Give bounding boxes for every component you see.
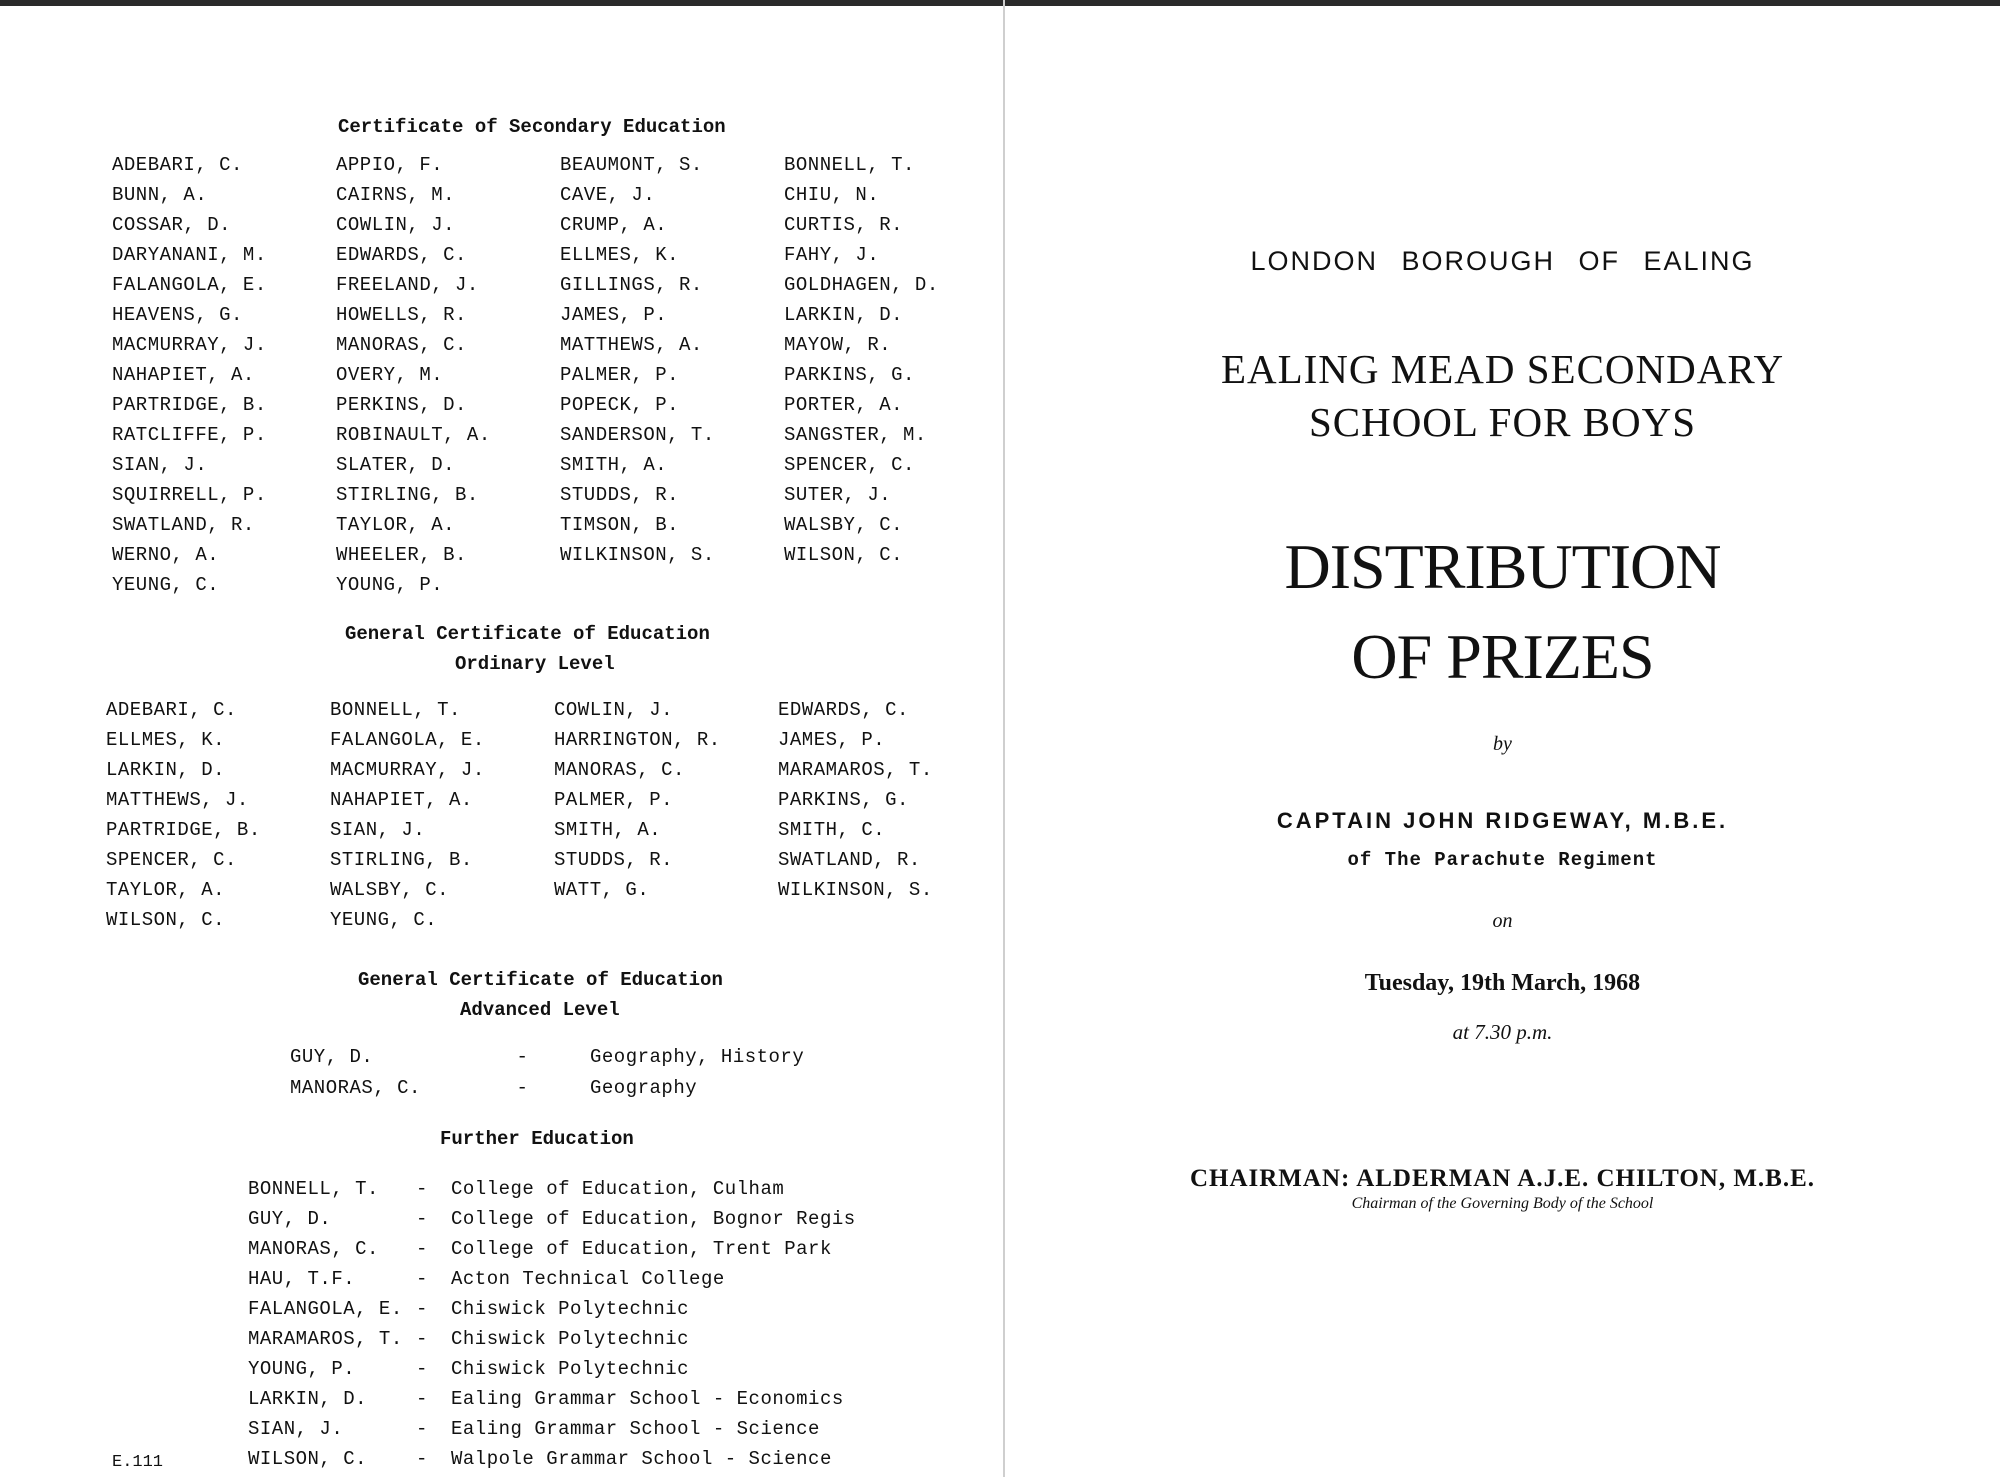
- event-date: Tuesday, 19th March, 1968: [1364, 970, 1641, 996]
- student-name: PORTER, A.: [784, 394, 904, 416]
- student-name: MACMURRAY, J.: [330, 759, 485, 781]
- further-education-student: LARKIN, D.: [248, 1388, 368, 1410]
- student-name: BEAUMONT, S.: [560, 154, 703, 176]
- student-name: YOUNG, P.: [336, 574, 444, 596]
- student-name: WILKINSON, S.: [560, 544, 715, 566]
- on-text: on: [1492, 910, 1513, 932]
- student-name: SMITH, C.: [778, 819, 886, 841]
- student-name: SANDERSON, T.: [560, 424, 715, 446]
- student-name: GILLINGS, R.: [560, 274, 703, 296]
- further-education-row: [248, 1298, 689, 1320]
- student-name: WILKINSON, S.: [778, 879, 933, 901]
- student-name: SUTER, J.: [784, 484, 892, 506]
- cse-heading: Certificate of Secondary Education: [338, 116, 726, 138]
- further-education-destination: College of Education, Culham: [451, 1178, 785, 1200]
- student-name: SMITH, A.: [560, 454, 668, 476]
- student-name: PARTRIDGE, B.: [112, 394, 267, 416]
- student-name: SWATLAND, R.: [778, 849, 921, 871]
- title-line1: DISTRIBUTION: [1284, 531, 1721, 602]
- student-name: WILSON, C.: [106, 909, 226, 931]
- further-education-dash: -: [416, 1298, 428, 1320]
- further-education-dash: -: [416, 1388, 428, 1410]
- further-education-destination: Acton Technical College: [451, 1268, 725, 1290]
- student-name: PARKINS, G.: [778, 789, 909, 811]
- student-name: TIMSON, B.: [560, 514, 680, 536]
- further-education-dash: -: [416, 1418, 428, 1440]
- student-name: WATT, G.: [554, 879, 650, 901]
- student-name: SPENCER, C.: [106, 849, 237, 871]
- presenter-name: CAPTAIN JOHN RIDGEWAY, M.B.E.: [1276, 808, 1729, 833]
- gce-a-level: Advanced Level: [460, 999, 620, 1021]
- further-education-row: [248, 1238, 832, 1260]
- student-name: PARKINS, G.: [784, 364, 915, 386]
- student-name: FAHY, J.: [784, 244, 880, 266]
- further-education-destination: Walpole Grammar School - Science: [451, 1448, 832, 1470]
- gce-o-heading: General Certificate of Education: [345, 623, 710, 645]
- student-name: SWATLAND, R.: [112, 514, 255, 536]
- student-name: JAMES, P.: [778, 729, 886, 751]
- a-level-subjects: Geography, History: [590, 1046, 805, 1068]
- student-name: SANGSTER, M.: [784, 424, 927, 446]
- a-level-row: [290, 1077, 697, 1099]
- student-name: CURTIS, R.: [784, 214, 904, 236]
- further-education-destination: Ealing Grammar School - Economics: [451, 1388, 844, 1410]
- student-name: ROBINAULT, A.: [336, 424, 491, 446]
- student-name: STIRLING, B.: [330, 849, 473, 871]
- student-name: HOWELLS, R.: [336, 304, 467, 326]
- student-name: MANORAS, C.: [336, 334, 467, 356]
- student-name: FALANGOLA, E.: [112, 274, 267, 296]
- student-name: BONNELL, T.: [784, 154, 915, 176]
- student-name: SMITH, A.: [554, 819, 662, 841]
- further-education-destination: College of Education, Trent Park: [451, 1238, 832, 1260]
- student-name: COWLIN, J.: [336, 214, 456, 236]
- student-name: TAYLOR, A.: [106, 879, 226, 901]
- further-education-student: HAU, T.F.: [248, 1268, 356, 1290]
- borough-name: LONDON BOROUGH OF EALING: [1250, 246, 1755, 276]
- further-education-dash: -: [416, 1238, 428, 1260]
- a-level-student: MANORAS, C.: [290, 1077, 421, 1099]
- further-education-dash: -: [416, 1358, 428, 1380]
- student-name: WERNO, A.: [112, 544, 220, 566]
- student-name: WALSBY, C.: [330, 879, 450, 901]
- student-name: STIRLING, B.: [336, 484, 479, 506]
- student-name: CAVE, J.: [560, 184, 656, 206]
- further-education-dash: -: [416, 1178, 428, 1200]
- student-name: BONNELL, T.: [330, 699, 461, 721]
- further-education-row: [248, 1208, 856, 1230]
- cse-name-grid: [112, 150, 1008, 600]
- student-name: LARKIN, D.: [784, 304, 904, 326]
- student-name: WALSBY, C.: [784, 514, 904, 536]
- further-education-student: GUY, D.: [248, 1208, 332, 1230]
- further-education-destination: College of Education, Bognor Regis: [451, 1208, 856, 1230]
- a-level-student: GUY, D.: [290, 1046, 374, 1068]
- student-name: MACMURRAY, J.: [112, 334, 267, 356]
- further-education-student: MANORAS, C.: [248, 1238, 379, 1260]
- a-level-dash: -: [516, 1077, 529, 1099]
- further-education-row: [248, 1448, 832, 1470]
- student-name: FALANGOLA, E.: [330, 729, 485, 751]
- student-name: TAYLOR, A.: [336, 514, 456, 536]
- student-name: WHEELER, B.: [336, 544, 467, 566]
- student-name: SLATER, D.: [336, 454, 456, 476]
- student-name: GOLDHAGEN, D.: [784, 274, 939, 296]
- further-education-dash: -: [416, 1448, 428, 1470]
- further-education-dash: -: [416, 1208, 428, 1230]
- student-name: SPENCER, C.: [784, 454, 915, 476]
- student-name: SIAN, J.: [112, 454, 208, 476]
- student-name: EDWARDS, C.: [778, 699, 909, 721]
- further-education-destination: Chiswick Polytechnic: [451, 1358, 690, 1380]
- student-name: PALMER, P.: [554, 789, 674, 811]
- further-education-row: [248, 1268, 725, 1290]
- student-name: APPIO, F.: [336, 154, 444, 176]
- further-education-student: WILSON, C.: [248, 1448, 368, 1470]
- student-name: CHIU, N.: [784, 184, 880, 206]
- student-name: WILSON, C.: [784, 544, 904, 566]
- event-time: at 7.30 p.m.: [1452, 1020, 1553, 1044]
- student-name: NAHAPIET, A.: [112, 364, 255, 386]
- further-education-row: [248, 1388, 844, 1410]
- further-education-dash: -: [416, 1328, 428, 1350]
- further-education-destination: Chiswick Polytechnic: [451, 1298, 690, 1320]
- student-name: MANORAS, C.: [554, 759, 685, 781]
- student-name: LARKIN, D.: [106, 759, 226, 781]
- student-name: STUDDS, R.: [554, 849, 674, 871]
- student-name: POPECK, P.: [560, 394, 680, 416]
- further-education-student: FALANGOLA, E.: [248, 1298, 403, 1320]
- further-education-row: [248, 1328, 689, 1350]
- student-name: CRUMP, A.: [560, 214, 668, 236]
- student-name: NAHAPIET, A.: [330, 789, 473, 811]
- document-code: E.111: [112, 1453, 164, 1472]
- further-education-student: MARAMAROS, T.: [248, 1328, 403, 1350]
- student-name: STUDDS, R.: [560, 484, 680, 506]
- further-education-row: [248, 1358, 689, 1380]
- student-name: ADEBARI, C.: [112, 154, 243, 176]
- student-name: ELLMES, K.: [106, 729, 226, 751]
- presenter-regiment: of The Parachute Regiment: [1347, 849, 1658, 871]
- further-education-row: [248, 1418, 820, 1440]
- student-name: YEUNG, C.: [112, 574, 220, 596]
- student-name: COSSAR, D.: [112, 214, 232, 236]
- student-name: PERKINS, D.: [336, 394, 467, 416]
- student-name: ELLMES, K.: [560, 244, 680, 266]
- further-education-destination: Ealing Grammar School - Science: [451, 1418, 820, 1440]
- chairman-role: Chairman of the Governing Body of the School: [1351, 1195, 1654, 1212]
- a-level-subjects: Geography: [590, 1077, 698, 1099]
- student-name: PARTRIDGE, B.: [106, 819, 261, 841]
- student-name: CAIRNS, M.: [336, 184, 456, 206]
- gce-o-name-grid: [106, 695, 1002, 935]
- student-name: MATTHEWS, A.: [560, 334, 703, 356]
- student-name: DARYANANI, M.: [112, 244, 267, 266]
- student-name: PALMER, P.: [560, 364, 680, 386]
- student-name: JAMES, P.: [560, 304, 668, 326]
- a-level-row: [290, 1046, 804, 1068]
- student-name: MAYOW, R.: [784, 334, 892, 356]
- further-education-destination: Chiswick Polytechnic: [451, 1328, 690, 1350]
- student-name: HARRINGTON, R.: [554, 729, 721, 751]
- student-name: RATCLIFFE, P.: [112, 424, 267, 446]
- student-name: HEAVENS, G.: [112, 304, 243, 326]
- further-education-student: SIAN, J.: [248, 1418, 344, 1440]
- title-line2: OF PRIZES: [1351, 621, 1654, 692]
- student-name: MATTHEWS, J.: [106, 789, 249, 811]
- school-name-line2: SCHOOL FOR BOYS: [1308, 399, 1697, 445]
- gce-o-level: Ordinary Level: [455, 653, 615, 675]
- further-education-dash: -: [416, 1268, 428, 1290]
- student-name: SQUIRRELL, P.: [112, 484, 267, 506]
- further-education-row: [248, 1178, 784, 1200]
- student-name: ADEBARI, C.: [106, 699, 237, 721]
- a-level-dash: -: [516, 1046, 529, 1068]
- right-page: [1005, 0, 2000, 1477]
- further-education-student: YOUNG, P.: [248, 1358, 356, 1380]
- further-education-heading: Further Education: [440, 1128, 634, 1150]
- school-name-line1: EALING MEAD SECONDARY: [1220, 346, 1785, 392]
- further-education-student: BONNELL, T.: [248, 1178, 379, 1200]
- student-name: COWLIN, J.: [554, 699, 674, 721]
- student-name: BUNN, A.: [112, 184, 208, 206]
- student-name: EDWARDS, C.: [336, 244, 467, 266]
- student-name: OVERY, M.: [336, 364, 444, 386]
- student-name: YEUNG, C.: [330, 909, 438, 931]
- gce-a-heading: General Certificate of Education: [358, 969, 723, 991]
- student-name: MARAMAROS, T.: [778, 759, 933, 781]
- chairman-name: CHAIRMAN: ALDERMAN A.J.E. CHILTON, M.B.E.: [1189, 1165, 1816, 1192]
- student-name: SIAN, J.: [330, 819, 426, 841]
- by-text: by: [1493, 733, 1512, 755]
- student-name: FREELAND, J.: [336, 274, 479, 296]
